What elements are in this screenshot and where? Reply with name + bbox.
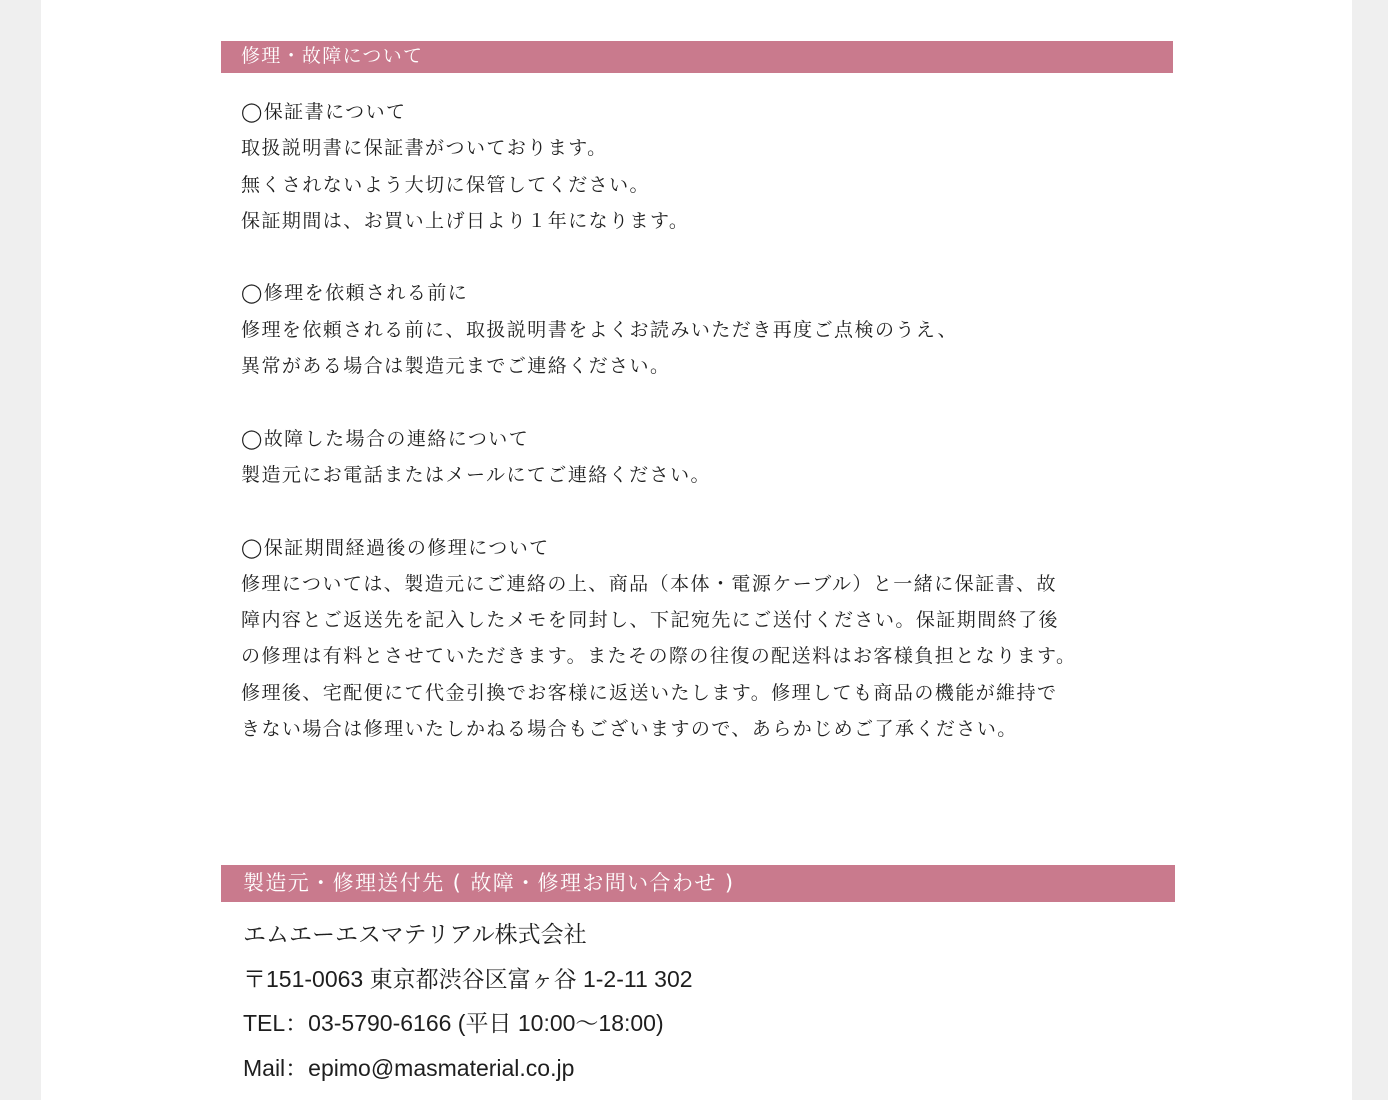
subsection-malfunction-contact: [241, 421, 1161, 494]
email-address[interactable]: Mail：epimo@masmaterial.co.jp: [243, 1054, 575, 1081]
subsection-heading: ◯保証書について: [241, 101, 407, 123]
paragraph-line: の修理は有料とさせていただきます。またその際の往復の配送料はお客様負担となります。: [241, 645, 1077, 668]
manufacturer-contact: [243, 912, 1143, 1090]
repair-section-body: [241, 94, 1161, 784]
paragraph-line: 修理については、製造元にご連絡の上、商品（本体・電源ケーブル）と一緒に保証書、故: [241, 572, 1057, 595]
paragraph-line: きない場合は修理いたしかねる場合もございますので、あらかじめご了承ください。: [241, 718, 1018, 741]
company-name: エムエーエスマテリアル株式会社: [243, 921, 587, 947]
subsection-heading: ◯修理を依頼される前に: [241, 282, 469, 305]
paragraph-line: 製造元にお電話またはメールにてご連絡ください。: [241, 463, 711, 486]
paragraph-line: 保証期間は、お買い上げ日より１年になります。: [241, 209, 690, 232]
document-page: [41, 0, 1352, 1100]
paragraph-line: 修理後、宅配便にて代金引換でお客様に返送いたします。修理しても商品の機能が維持で: [241, 681, 1058, 704]
section-header-repair: 修理・故障について: [221, 41, 1173, 73]
subsection-warranty-card: [241, 94, 1161, 239]
paragraph-line: 障内容とご返送先を記入したメモを同封し、下記宛先にご送付ください。保証期間終了後: [241, 609, 1060, 632]
section-header-manufacturer: 製造元・修理送付先 ( 故障・修理お問い合わせ ): [221, 865, 1175, 902]
phone-number[interactable]: TEL：03-5790-6166 (平日 10:00〜18:00): [243, 1010, 664, 1036]
paragraph-line: 無くされないよう大切に保管してください。: [241, 173, 651, 196]
subsection-heading: ◯保証期間経過後の修理について: [241, 536, 550, 559]
subsection-post-warranty-repair: [241, 530, 1161, 748]
paragraph-line: 修理を依頼される前に、取扱説明書をよくお読みいただき再度ご点検のうえ、: [241, 318, 958, 341]
subsection-heading: ◯故障した場合の連絡について: [241, 427, 530, 450]
postal-address: 〒151-0063 東京都渋谷区富ヶ谷 1-2-11 302: [243, 965, 693, 992]
subsection-before-repair: [241, 275, 1161, 384]
paragraph-line: 異常がある場合は製造元までご連絡ください。: [241, 355, 671, 378]
paragraph-line: 取扱説明書に保証書がついております。: [241, 137, 608, 160]
